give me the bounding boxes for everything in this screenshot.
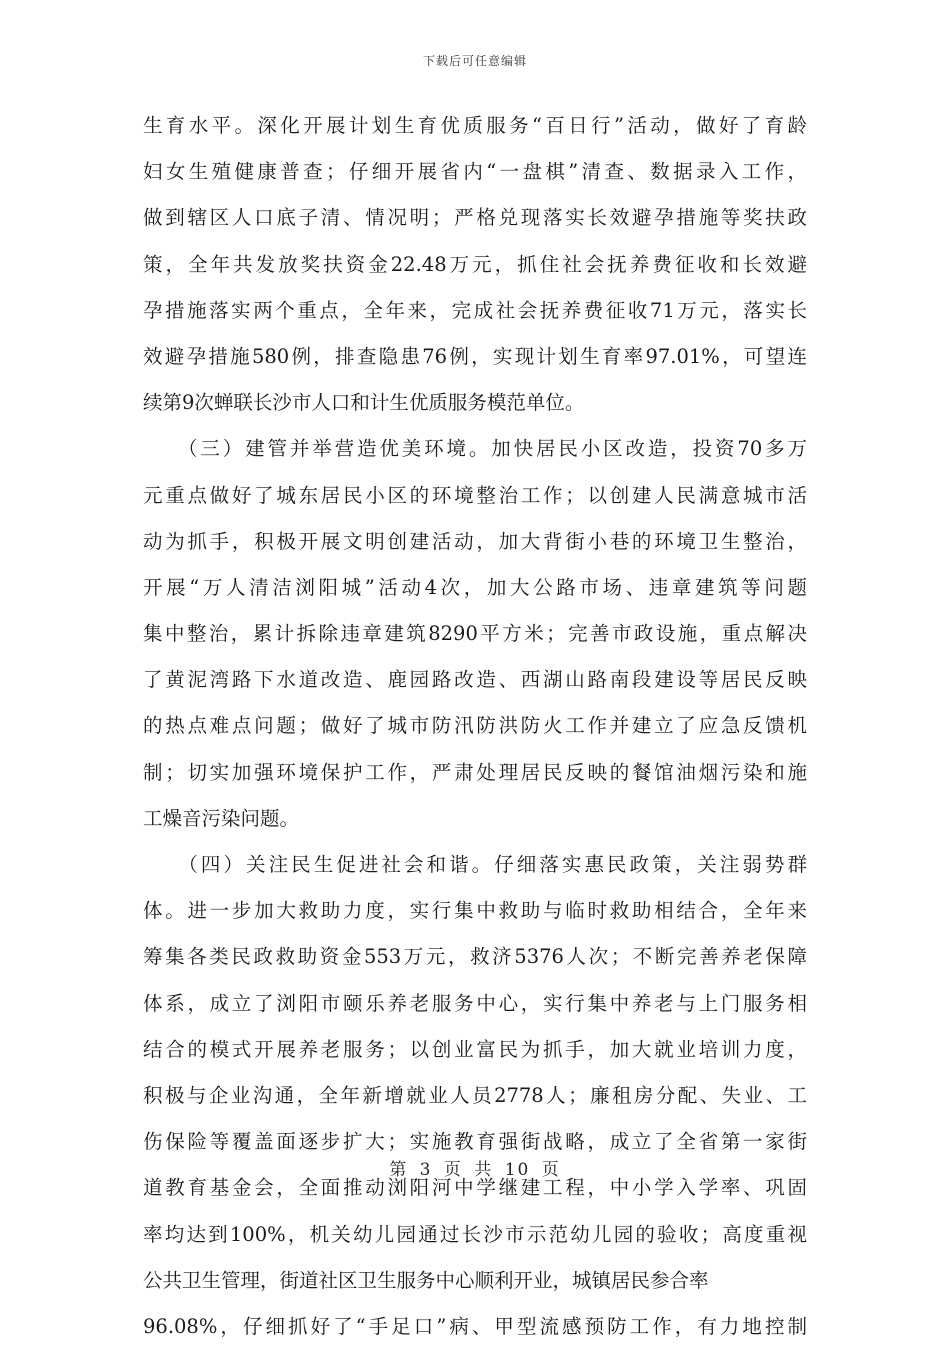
text-line: 96.08%，仔细抓好了“手足口”病、甲型流感预防工作，有力地控制 — [143, 1314, 807, 1338]
text-line: 公共卫生管理，街道社区卫生服务中心顺利开业，城镇居民参合率 — [143, 1268, 709, 1292]
text-line: 体。进一步加大救助力度，实行集中救助与临时救助相结合，全年来 — [143, 899, 807, 923]
text-line: 伤保险等覆盖面逐步扩大；实施教育强街战略，成立了全省第一家街 — [143, 1130, 807, 1154]
text-line: 道教育基金会，全面推动浏阳河中学继建工程，中小学入学率、巩固 — [143, 1176, 807, 1200]
text-line: 工燥音污染问题。 — [143, 806, 300, 830]
text-line: 制；切实加强环境保护工作，严肃处理居民反映的餐馆油烟污染和施 — [143, 760, 807, 784]
text-line: 元重点做好了城东居民小区的环境整治工作；以创建人民满意城市活 — [143, 483, 807, 507]
text-line: 率均达到100%，机关幼儿园通过长沙市示范幼儿园的验收；高度重视 — [143, 1222, 807, 1246]
paragraph-fertility — [143, 103, 807, 426]
text-line: 体系，成立了浏阳市颐乐养老服务中心，实行集中养老与上门服务相 — [143, 991, 807, 1015]
paragraph-environment — [143, 426, 807, 842]
text-line: 妇女生殖健康普查；仔细开展省内“一盘棋”清查、数据录入工作， — [143, 160, 807, 184]
text-line: （三）建管并举营造优美环境。加快居民小区改造，投资70多万 — [143, 437, 807, 461]
page-header-note: 下载后可任意编辑 — [422, 54, 527, 68]
text-line: 策，全年共发放奖扶资金22.48万元，抓住社会抚养费征收和长效避 — [143, 252, 807, 276]
text-line: 集中整治，累计拆除违章建筑8290平方米；完善市政设施，重点解决 — [143, 622, 807, 646]
text-line: 结合的模式开展养老服务；以创业富民为抓手，加大就业培训力度， — [143, 1037, 807, 1061]
text-line: 积极与企业沟通，全年新增就业人员2778人；廉租房分配、失业、工 — [143, 1083, 807, 1107]
text-line: 孕措施落实两个重点，全年来，完成社会抚养费征收71万元，落实长 — [143, 298, 807, 322]
paragraph-livelihood — [143, 842, 807, 1350]
text-line: 生育水平。深化开展计划生育优质服务“百日行”活动，做好了育龄 — [143, 114, 807, 137]
text-line: 动为抓手，积极开展文明创建活动，加大背街小巷的环境卫生整治， — [143, 529, 807, 553]
text-line: 续第9次蝉联长沙市人口和计生优质服务模范单位。 — [143, 391, 585, 415]
page-number-footer: 第 3 页 共 10 页 — [389, 1160, 561, 1180]
text-line: 的热点难点问题；做好了城市防汛防洪防火工作并建立了应急反馈机 — [143, 714, 807, 738]
text-line: 效避孕措施580例，排查隐患76例，实现计划生育率97.01%，可望连 — [143, 344, 807, 368]
text-line: （四）关注民生促进社会和谐。仔细落实惠民政策，关注弱势群 — [143, 853, 807, 876]
text-line: 筹集各类民政救助资金553万元，救济5376人次；不断完善养老保障 — [143, 945, 807, 969]
text-line: 了黄泥湾路下水道改造、鹿园路改造、西湖山路南段建设等居民反映 — [143, 668, 807, 692]
text-line: 开展“万人清洁浏阳城”活动4次，加大公路市场、违章建筑等问题 — [143, 575, 807, 599]
text-line: 做到辖区人口底子清、情况明；严格兑现落实长效避孕措施等奖扶政 — [143, 206, 807, 230]
